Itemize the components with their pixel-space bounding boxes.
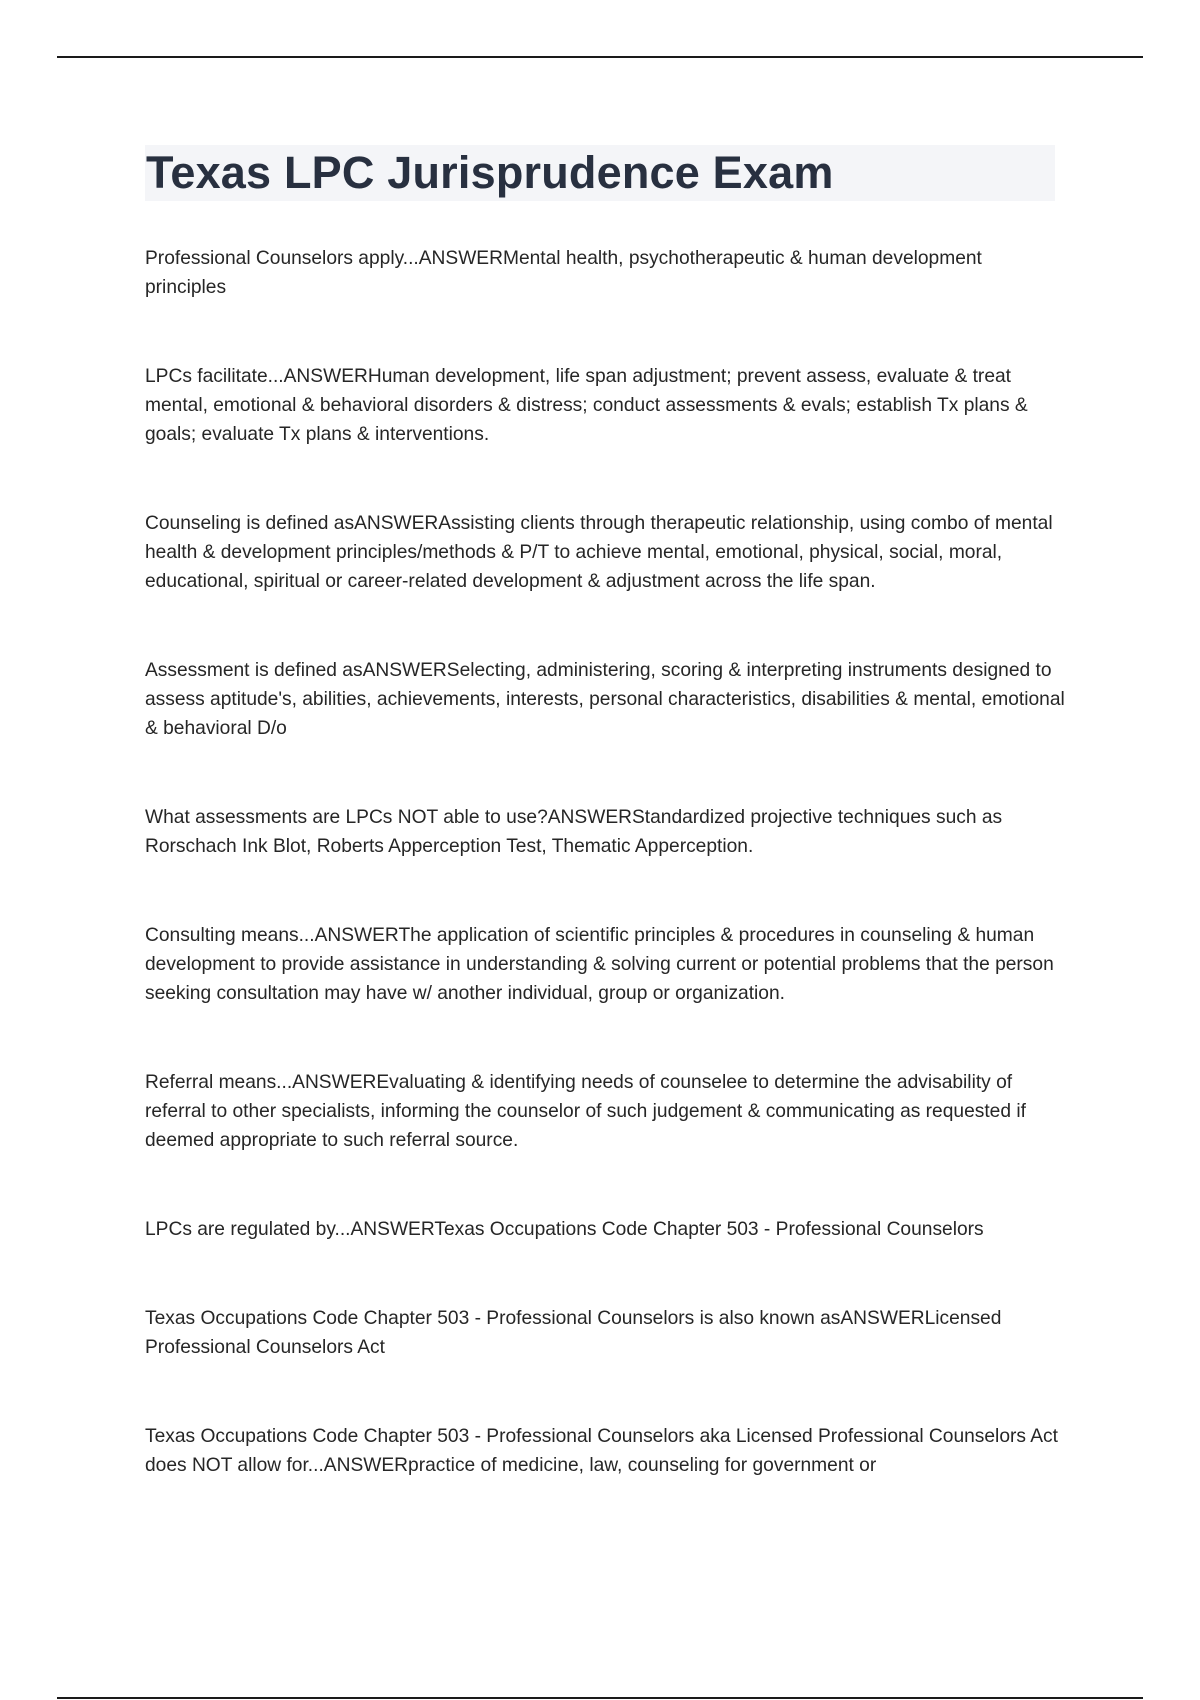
page-bottom-rule <box>57 1697 1143 1699</box>
qa-entry: Professional Counselors apply...ANSWERMental health, psychotherapeutic & human development principles <box>145 248 982 298</box>
qa-entry: Assessment is defined asANSWERSelecting, administering, scoring & interpreting instruments designed to assess aptitude's, abilities, achievements, interests, personal characteristics, disabilities & mental, emotional & behavioral D/o <box>145 660 1065 739</box>
qa-list <box>145 244 1065 1540</box>
qa-entry: What assessments are LPCs NOT able to use?ANSWERStandardized projective techniques such as Rorschach Ink Blot, Roberts Apperception Test, Thematic Apperception. <box>145 807 1003 857</box>
qa-entry: Consulting means...ANSWERThe application of scientific principles & procedures in counseling & human development to provide assistance in understanding & solving current or potential problems that the person seeking consultation may have w/ another individual, group or organization. <box>145 925 1054 1004</box>
qa-entry: LPCs facilitate...ANSWERHuman development, life span adjustment; prevent assess, evaluate & treat mental, emotional & behavioral disorders & distress; conduct assessments & evals; establish Tx plans & goals; evaluate Tx plans & interventions. <box>145 366 1028 445</box>
qa-entry: Referral means...ANSWEREvaluating & identifying needs of counselee to determine the advisability of referral to other specialists, informing the counselor of such judgement & communicating as requested if deemed appropriate to such referral source. <box>145 1072 1026 1151</box>
qa-entry: Texas Occupations Code Chapter 503 - Professional Counselors aka Licensed Professional Counselors Act does NOT allow for...ANSWERpractice of medicine, law, counseling for government or <box>145 1426 1058 1476</box>
qa-entry: LPCs are regulated by...ANSWERTexas Occupations Code Chapter 503 - Professional Counselors <box>145 1219 984 1240</box>
qa-entry: Counseling is defined asANSWERAssisting clients through therapeutic relationship, using combo of mental health & development principles/methods & P/T to achieve mental, emotional, physical, social, moral, educational, spiritual or career-related development & adjustment across the life span. <box>145 513 1053 592</box>
qa-entry: Texas Occupations Code Chapter 503 - Professional Counselors is also known asANSWERLicensed Professional Counselors Act <box>145 1308 1002 1358</box>
page-top-rule <box>57 56 1143 58</box>
document-title: Texas LPC Jurisprudence Exam <box>146 147 834 198</box>
